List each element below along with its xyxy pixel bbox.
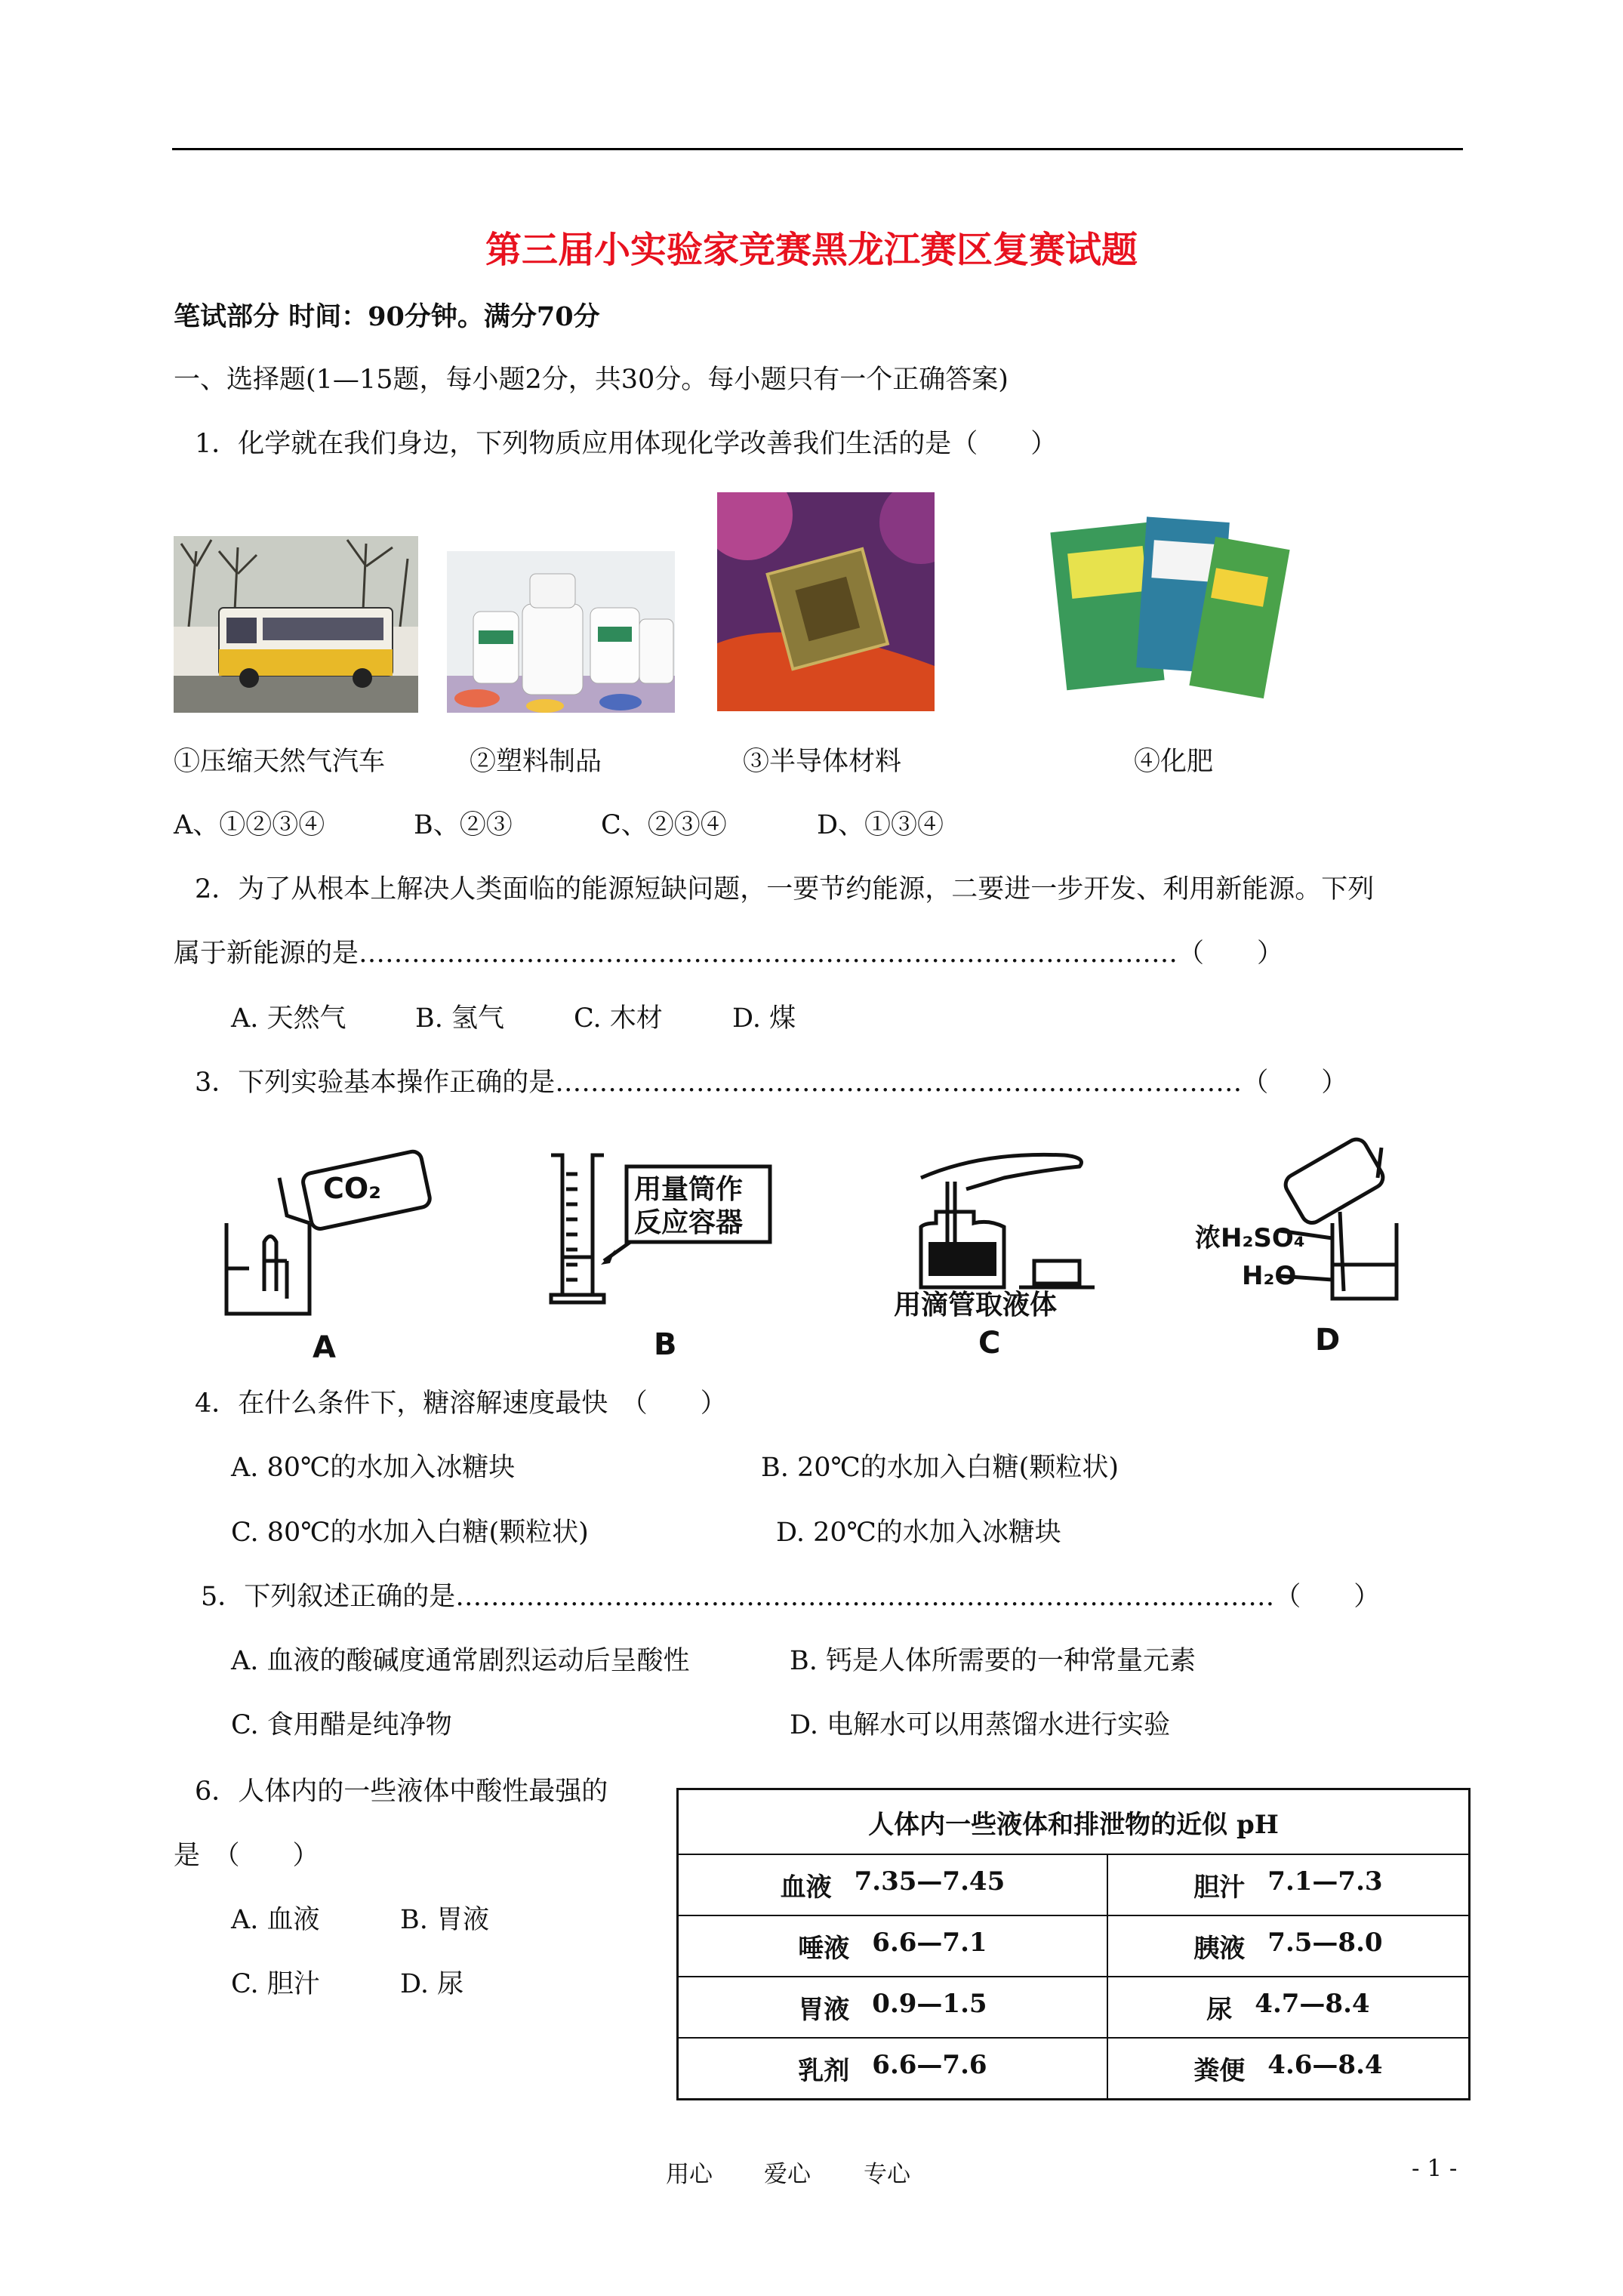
section1-heading: 一、选择题(1—15题，每小题2分，共30分。每小题只有一个正确答案): [174, 365, 1009, 395]
figure-b-box-line2: 反应容器: [634, 1207, 744, 1238]
table-row: [678, 1977, 1470, 2038]
q6-choice-b: B. 胃液: [400, 1905, 489, 1935]
q5-choice-a: A. 血液的酸碱度通常剧烈运动后呈酸性: [231, 1646, 690, 1676]
q1-choice-c: C、②③④: [601, 810, 727, 840]
ph-range: 7.35—7.45: [854, 1866, 1006, 1897]
ph-fluid-name: 尿: [1206, 1995, 1233, 2025]
figure-d-label-acid: 浓H₂SO₄: [1195, 1223, 1305, 1253]
q4-choice-d: D. 20℃的水加入冰糖块: [776, 1518, 1061, 1548]
footer-motto-1: 用心: [666, 2161, 713, 2188]
q4-choice-a: A. 80℃的水加入冰糖块: [231, 1453, 516, 1483]
q1-image-label-1: ①压缩天然气汽车: [174, 747, 386, 777]
q4-stem: 4．在什么条件下，糖溶解速度最快 （ ）: [195, 1388, 727, 1419]
ph-range: 6.6—7.1: [872, 1928, 987, 1958]
page-title: 第三届小实验家竞赛黑龙江赛区复赛试题: [485, 229, 1138, 271]
q6-choice-c: C. 胆汁: [231, 1969, 320, 1999]
ph-table-header-row: [678, 1789, 1470, 1855]
q5-choice-b: B. 钙是人体所需要的一种常量元素: [790, 1646, 1196, 1676]
ph-fluid-name: 胃液: [798, 1995, 850, 2025]
table-row: [678, 2038, 1470, 2100]
ph-fluid-name: 血液: [780, 1872, 832, 1903]
ph-range: 0.9—1.5: [872, 1989, 987, 2019]
ph-table-title: 人体内一些液体和排泄物的近似 pH: [678, 1789, 1470, 1855]
ph-fluid-name: 胆汁: [1193, 1872, 1246, 1903]
q2-stem-line2: 属于新能源的是…………………………………………………………………………………（ ）: [174, 938, 1284, 969]
q1-image-label-2: ②塑料制品: [470, 747, 602, 777]
footer-motto-2: 爱心: [764, 2161, 811, 2188]
q6-stem-line2: 是 （ ）: [174, 1841, 319, 1871]
figure-c-dropper: [891, 1136, 1147, 1321]
q2-choice-c: C. 木材: [574, 1003, 663, 1034]
table-row: [678, 1915, 1470, 1977]
figure-letter-d: D: [1315, 1323, 1341, 1358]
table-row: [678, 1854, 1470, 1915]
q1-choice-b: B、②③: [414, 810, 513, 840]
semiconductor-photo: [717, 492, 935, 711]
q1-choice-a: A、①②③④: [174, 810, 325, 840]
q3-stem: 3．下列实验基本操作正确的是……………………………………………………………………（ ）: [195, 1068, 1348, 1098]
figure-b-box-line1: 用量筒作: [634, 1173, 744, 1205]
q4-choice-c: C. 80℃的水加入白糖(颗粒状): [231, 1518, 589, 1548]
q2-choice-a: A. 天然气: [231, 1003, 346, 1034]
ph-fluid-name: 唾液: [798, 1934, 850, 1964]
q1-stem: 1．化学就在我们身边，下列物质应用体现化学改善我们生活的是（ ）: [195, 429, 1058, 459]
ph-fluid-name: 胰液: [1193, 1934, 1246, 1964]
ph-range: 7.1—7.3: [1267, 1866, 1383, 1897]
figure-letter-c: C: [978, 1326, 1001, 1361]
ph-table: [676, 1788, 1471, 2100]
q2-stem-line1: 2．为了从根本上解决人类面临的能源短缺问题，一要节约能源，二要进一步开发、利用新能源。下列: [195, 874, 1375, 905]
q4-choice-b: B. 20℃的水加入白糖(颗粒状): [761, 1453, 1119, 1483]
ph-range: 6.6—7.6: [872, 2050, 987, 2080]
ph-fluid-name: 乳剂: [798, 2056, 850, 2086]
ph-range: 4.6—8.4: [1267, 2050, 1383, 2080]
ph-fluid-name: 粪便: [1193, 2056, 1246, 2086]
figure-b-cylinder: [544, 1144, 778, 1318]
q5-stem: 5．下列叙述正确的是…………………………………………………………………………………（ ）: [201, 1582, 1381, 1612]
q6-choice-d: D. 尿: [400, 1969, 464, 1999]
q5-choice-c: C. 食用醋是纯净物: [231, 1710, 452, 1740]
figure-a-co2-pour: [219, 1148, 438, 1321]
fertilizer-photo: [1036, 497, 1291, 714]
figure-letter-b: B: [654, 1327, 677, 1362]
q6-choice-a: A. 血液: [231, 1905, 320, 1935]
ph-range: 4.7—8.4: [1255, 1989, 1370, 2019]
q5-choice-d: D. 电解水可以用蒸馏水进行实验: [790, 1710, 1171, 1740]
exam-info: 笔试部分 时间：90分钟。满分70分: [174, 301, 600, 332]
q1-image-label-3: ③半导体材料: [743, 747, 902, 777]
figure-d-acid-dilution: [1189, 1133, 1431, 1314]
ph-range: 7.5—8.0: [1267, 1928, 1383, 1958]
q1-choice-d: D、①③④: [817, 810, 944, 840]
header-rule: [172, 148, 1463, 150]
figure-letter-a: A: [313, 1330, 336, 1365]
plastic-bottles-photo: [447, 551, 675, 713]
figure-b-box-text: [634, 1173, 743, 1239]
q2-choice-b: B. 氢气: [415, 1003, 504, 1034]
q2-choice-d: D. 煤: [732, 1003, 796, 1034]
figure-d-label-water: H₂O: [1242, 1261, 1297, 1291]
q6-stem-line1: 6．人体内的一些液体中酸性最强的: [195, 1777, 608, 1807]
q1-image-label-4: ④化肥: [1134, 747, 1214, 777]
footer-motto-3: 专心: [864, 2161, 910, 2188]
bus-photo: [174, 536, 418, 713]
figure-c-caption: 用滴管取液体: [894, 1289, 1058, 1321]
figure-a-co2-label: CO₂: [323, 1172, 381, 1205]
page-number: - 1 -: [1412, 2155, 1458, 2182]
